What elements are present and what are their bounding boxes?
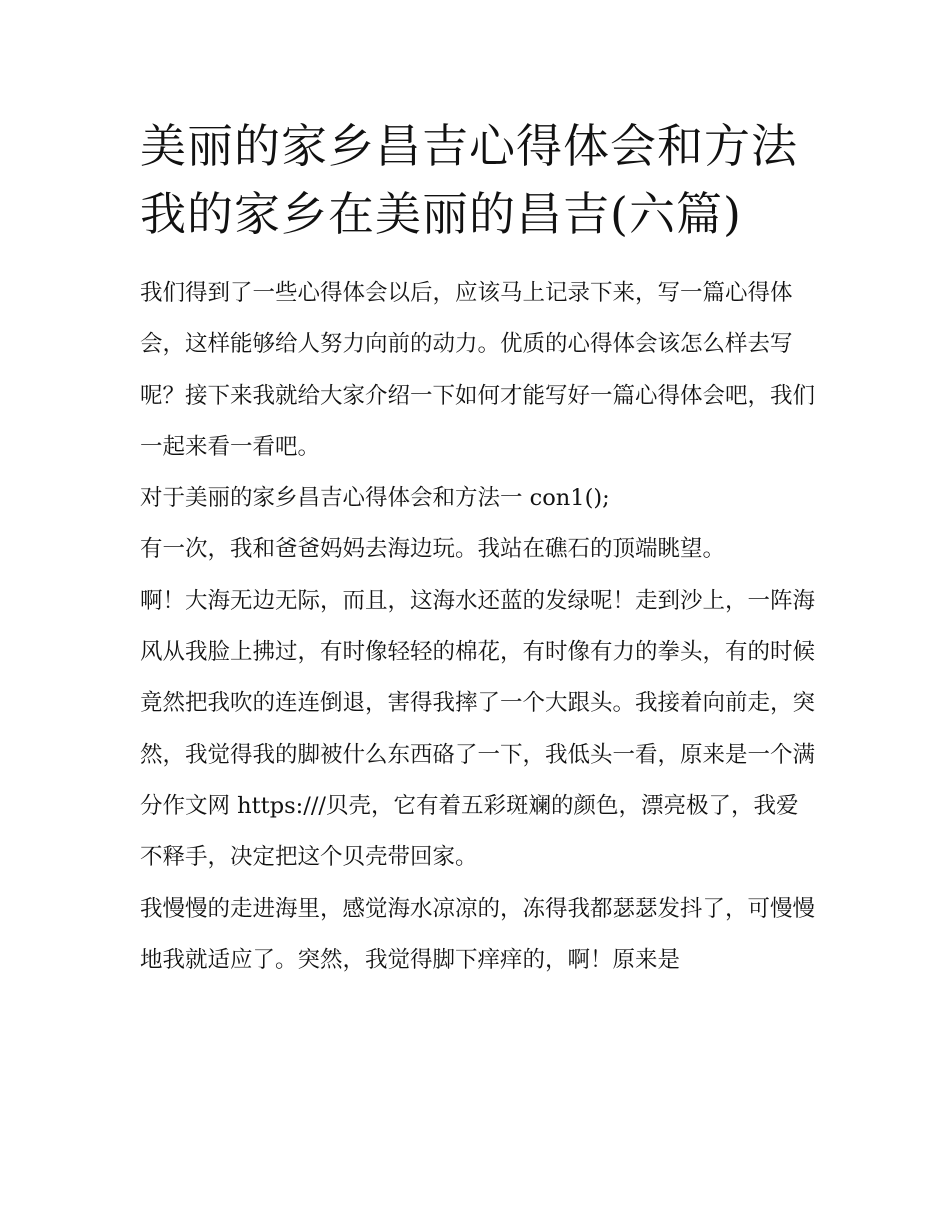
paragraph-beach-trip: 有一次，我和爸爸妈妈去海边玩。我站在礁石的顶端眺望。 <box>140 536 726 563</box>
document-title: 美丽的家乡昌吉心得体会和方法 我的家乡在美丽的昌吉(六篇) <box>140 119 798 241</box>
paragraph-section-heading: 对于美丽的家乡昌吉心得体会和方法一 con1(); <box>140 485 610 512</box>
paragraph-seashell: 啊！大海无边无际，而且，这海水还蓝的发绿呢！走到沙上，一阵海风从我脸上拂过，有时像轻轻的棉花，有时像有力的拳头，有的时候竟然把我吹的连连倒退，害得我摔了一个大跟头。我接着向前走，突然，我觉得我的脚被什么东西硌了一下，我低头一看，原来是一个满分作文网 https:///贝壳，它有着五彩斑斓的颜色，漂亮极了，我爱不释手，决定把这个贝壳带回家。 <box>140 587 816 871</box>
paragraph-into-sea: 我慢慢的走进海里，感觉海水凉凉的，冻得我都瑟瑟发抖了，可慢慢地我就适应了。突然，我觉得脚下痒痒的，啊！原来是 <box>140 895 816 973</box>
paragraph-intro: 我们得到了一些心得体会以后，应该马上记录下来，写一篇心得体会，这样能够给人努力向前的动力。优质的心得体会该怎么样去写呢？接下来我就给大家介绍一下如何才能写好一篇心得体会吧，我们一起来看一看吧。 <box>140 280 816 460</box>
document-body <box>140 112 818 986</box>
